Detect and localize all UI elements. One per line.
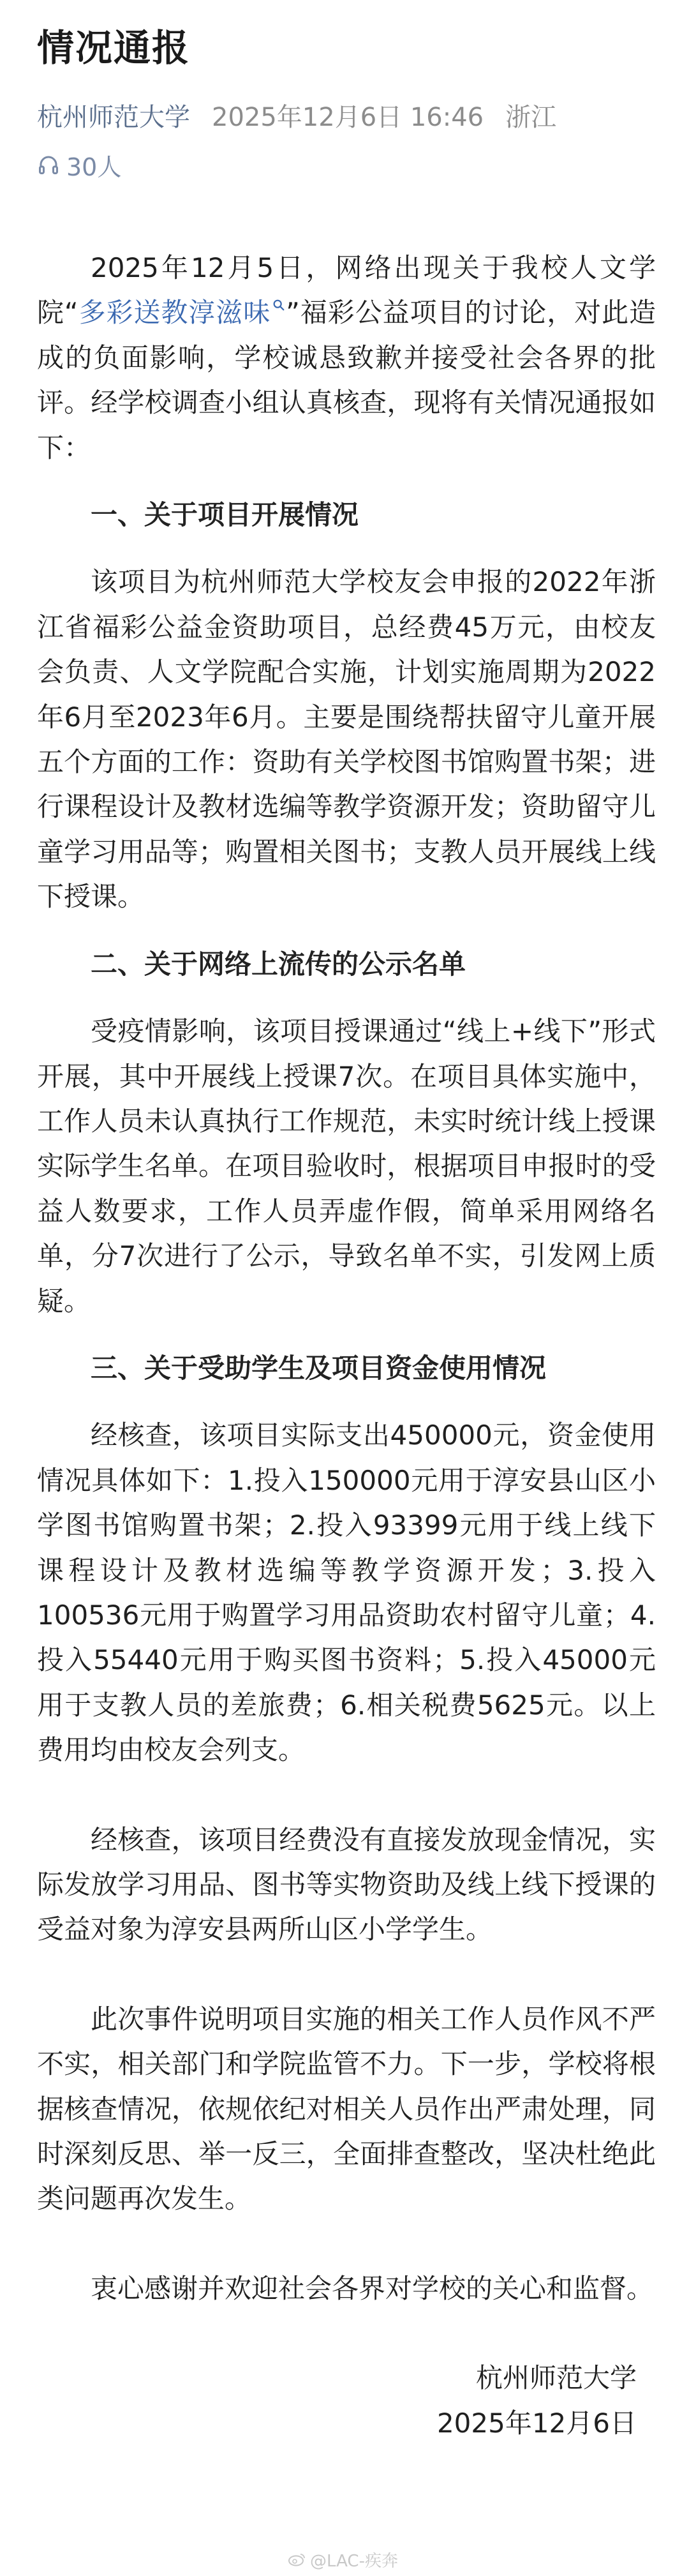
publish-datetime: 2025年12月6日 16:46 [212, 102, 484, 132]
topic-link[interactable]: 多彩送教淳滋味 [78, 297, 286, 328]
page-title: 情况通报 [37, 26, 191, 70]
article-meta [37, 89, 556, 140]
conclusion-paragraph: 此次事件说明项目实施的相关工作人员作风不严不实，相关部门和学院监管不力。下一步，学校将根据核查情况，依规依纪对相关人员作出严肃处理，同时深刻反思、举一反三，全面排查整改，坚决杜绝此类问题再次发生。 [37, 2003, 656, 2215]
listen-button[interactable] [37, 139, 121, 190]
section-paragraph-1: 该项目为杭州师范大学校友会申报的2022年浙江省福彩公益金资助项目，总经费45万元，由校友会负责、人文学院配合实施，计划实施周期为2022年6月至2023年6月。主要是围绕帮扶留守儿童开展五个方面的工作：资助有关学校图书馆购置书架；进行课程设计及教材选编等教学资源开发；资助留守儿童学习用品等；购置相关图书；支教人员开展线上线下授课。 [37, 566, 656, 913]
section-paragraph-3: 经核查，该项目实际支出450000元，资金使用情况具体如下：1.投入150000元用于淳安县山区小学图书馆购置书架；2.投入93399元用于线上线下课程设计及教材选编等教学资源开发；3.投入100536元用于购置学习用品资助农村留守儿童；4.投入55440元用于购买图书资料；5.投入45000元用于支教人员的差旅费；6.相关税费5625元。以上费用均由校友会列支。 [37, 1419, 656, 1766]
section-heading-1: 一、关于项目开展情况 [91, 499, 359, 531]
section-heading-3: 三、关于受助学生及项目资金使用情况 [91, 1352, 547, 1384]
source-account[interactable]: 杭州师范大学 [37, 102, 190, 132]
watermark-text: @LAC-疾奔 [310, 2551, 398, 2571]
headphones-icon [37, 153, 60, 176]
thanks-paragraph: 衷心感谢并欢迎社会各界对学校的关心和监督。 [91, 2272, 654, 2304]
section-heading-2: 二、关于网络上流传的公示名单 [91, 948, 466, 980]
weibo-icon [287, 2552, 306, 2567]
publish-location: 浙江 [505, 102, 557, 132]
verification-paragraph: 经核查，该项目经费没有直接发放现金情况，实际发放学习用品、图书等实物资助及线上线下授课的受益对象为淳安县两所山区小学学生。 [37, 1823, 656, 1945]
section-paragraph-2: 受疫情影响，该项目授课通过“线上+线下”形式开展，其中开展线上授课7次。在项目具体实施中，工作人员未认真执行工作规范，未实时统计线上授课实际学生名单。在项目验收时，根据项目申报时的受益人数要求，工作人员弄虚作假，简单采用网络名单，分7次进行了公示，导致名单不实，引发网上质疑。 [37, 1015, 656, 1317]
watermark [287, 2547, 398, 2572]
intro-paragraph: 2025年12月5日，网络出现关于我校人文学院“多彩送教淳滋味 ”福彩公益项目的讨论，对此造成的负面影响，学校诚恳致歉并接受社会各界的批评。经学校调查小组认真核查，现将有关情况通报如下： [37, 252, 656, 463]
listener-count: 30人 [66, 153, 122, 181]
signature-org: 杭州师范大学 [475, 2362, 637, 2394]
signature-date: 2025年12月6日 [436, 2407, 637, 2439]
article-body [37, 246, 656, 2446]
search-icon [272, 298, 286, 312]
